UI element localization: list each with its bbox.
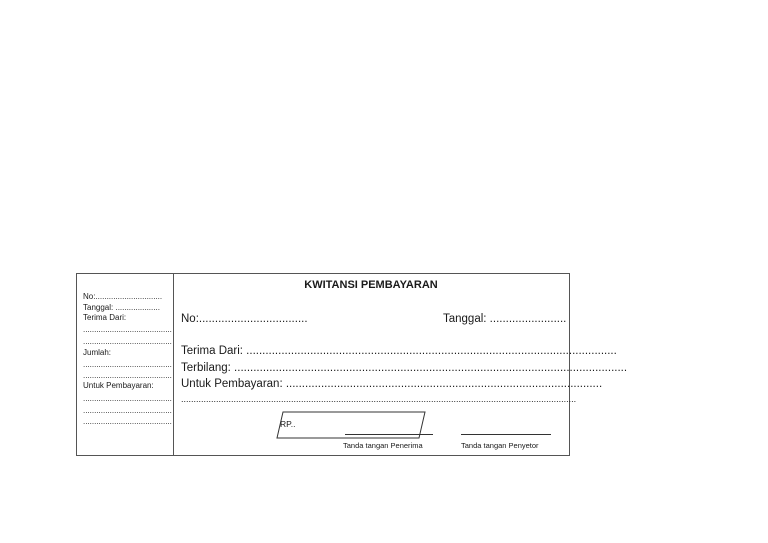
receipt-terima-dari: Terima Dari: .................................................................................................................... (181, 345, 617, 357)
stub-dots-line: ........................................ (83, 360, 172, 369)
receipt-dots-line: .............................................................................................................................................................. (181, 394, 577, 404)
stub-dots-line: ........................................ (83, 406, 172, 415)
receipt-main (173, 274, 628, 455)
stub-jumlah: Jumlah: (83, 348, 112, 357)
stub-dots-line: ........................................ (83, 417, 172, 426)
stub-dots-line: ........................................ (83, 371, 172, 380)
receipt-form (76, 273, 628, 456)
signature-line-penyetor (461, 434, 551, 435)
stub-dots-line: ........................................ (83, 394, 172, 403)
signature-label-penerima: Tanda tangan Penerima (343, 441, 423, 450)
receipt-untuk-pembayaran: Untuk Pembayaran: ................................................................................................... (181, 378, 603, 390)
stub-dots-line: ........................................ (83, 337, 172, 346)
signature-label-penyetor: Tanda tangan Penyetor (461, 441, 539, 450)
stub-dots-line: ........................................ (83, 325, 172, 334)
stub-terima-dari: Terima Dari: (83, 313, 127, 322)
receipt-no: No:.................................. (181, 313, 308, 325)
receipt-stub (77, 274, 174, 455)
receipt-title: KWITANSI PEMBAYARAN (304, 279, 438, 291)
receipt-tanggal: Tanggal: ........................ (443, 313, 567, 325)
signature-line-penerima (345, 434, 433, 435)
stub-no: No:.............................. (83, 292, 163, 301)
receipt-terbilang: Terbilang: ........................................................................................................................... (181, 362, 628, 374)
stub-untuk-pembayaran: Untuk Pembayaran: (83, 381, 154, 390)
amount-label: RP.. (280, 419, 296, 429)
stub-tanggal: Tanggal: .................... (83, 303, 160, 312)
